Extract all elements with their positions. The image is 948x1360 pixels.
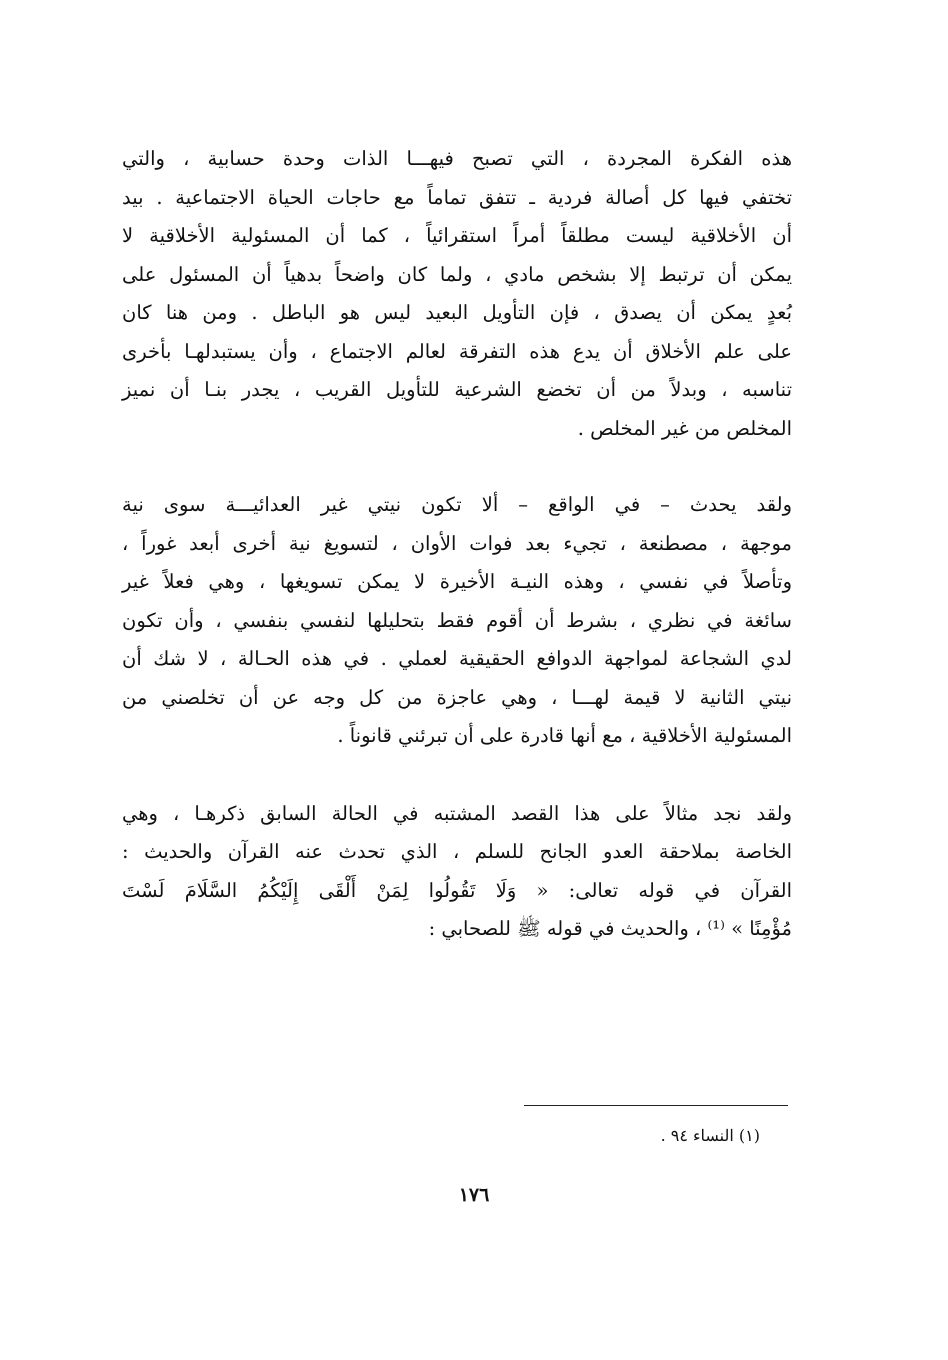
paragraph-1 [122,140,792,448]
text-line: مُؤْمِنًا » ⁽¹⁾ ، والحديث في قوله ﷺ للصحابي : [428,917,792,940]
text-line: القرآن في قوله تعالى: « وَلَا تَقُولُوا لِمَنْ أَلْقَى إِلَيْكُمُ السَّلَامَ لَسْتَ [122,878,792,902]
text-line: هذه الفكرة المجردة ، التي تصبح فيهـــا الذات وحدة حسابية ، والتي [122,147,792,170]
text-line: الخاصة بملاحقة العدو الجانح للسلم ، الذي تحدث عنه القرآن والحديث : [122,840,792,863]
text-line: أن الأخلاقية ليست مطلقاً أمراً استقرائياً ، كما أن المسئولية الأخلاقية لا [122,224,792,247]
text-line: ولقد نجد مثالاً على هذا القصد المشتبه في الحالة السابق ذكرهـا ، وهي [122,801,792,825]
text-line: نيتي الثانية لا قيمة لهـــا ، وهي عاجزة من كل وجه عن أن تخلصني من [122,685,792,709]
text-line: لدي الشجاعة لمواجهة الدوافع الحقيقية لعملي . في هذه الحـالة ، لا شك أن [122,647,792,670]
page-number: ١٧٦ [458,1184,490,1206]
text-line: وتأصلاً في نفسي ، وهذه النيـة الأخيرة لا يمكن تسويغها ، وهي فعلاً غير [122,570,792,593]
footnote: (١) النساء ٩٤ . [660,1126,760,1145]
text-line: المسئولية الأخلاقية ، مع أنها قادرة على أن تبرئني قانوناً . [337,724,792,747]
text-line: بُعدٍ يمكن أن يصدق ، فإن التأويل البعيد ليس هو الباطل . ومن هنا كان [122,301,792,324]
page-body [122,140,792,949]
paragraph-3 [122,795,792,949]
footnote-divider [524,1105,788,1106]
text-line: سائغة في نظري ، بشرط أن أقوم فقط بتحليلها لنفسي بنفسي ، وأن تكون [122,608,792,632]
paragraph-2 [122,486,792,756]
text-line: تختفي فيها كل أصالة فردية ـ تتفق تماماً مع حاجات الحياة الاجتماعية . بيد [122,185,792,209]
text-line: تناسبه ، وبدلاً من أن تخضع الشرعية للتأويل القريب ، يجدر بنـا أن نميز [122,378,792,401]
text-line: موجهة ، مصطنعة ، تجيء بعد فوات الأوان ، لتسويغ نية أخرى أبعد غوراً ، [122,531,792,555]
text-line: المخلص من غير المخلص . [577,416,792,440]
text-line: على علم الأخلاق أن يدع هذه التفرقة لعالم الاجتماع ، وأن يستبدلهـا بأخرى [122,339,792,363]
text-line: ولقد يحدث – في الواقع – ألا تكون نيتي غير العدائيـــة سوى نية [122,493,792,516]
text-line: يمكن أن ترتبط إلا بشخص مادي ، ولما كان واضحاً بدهياً أن المسئول على [122,262,792,286]
